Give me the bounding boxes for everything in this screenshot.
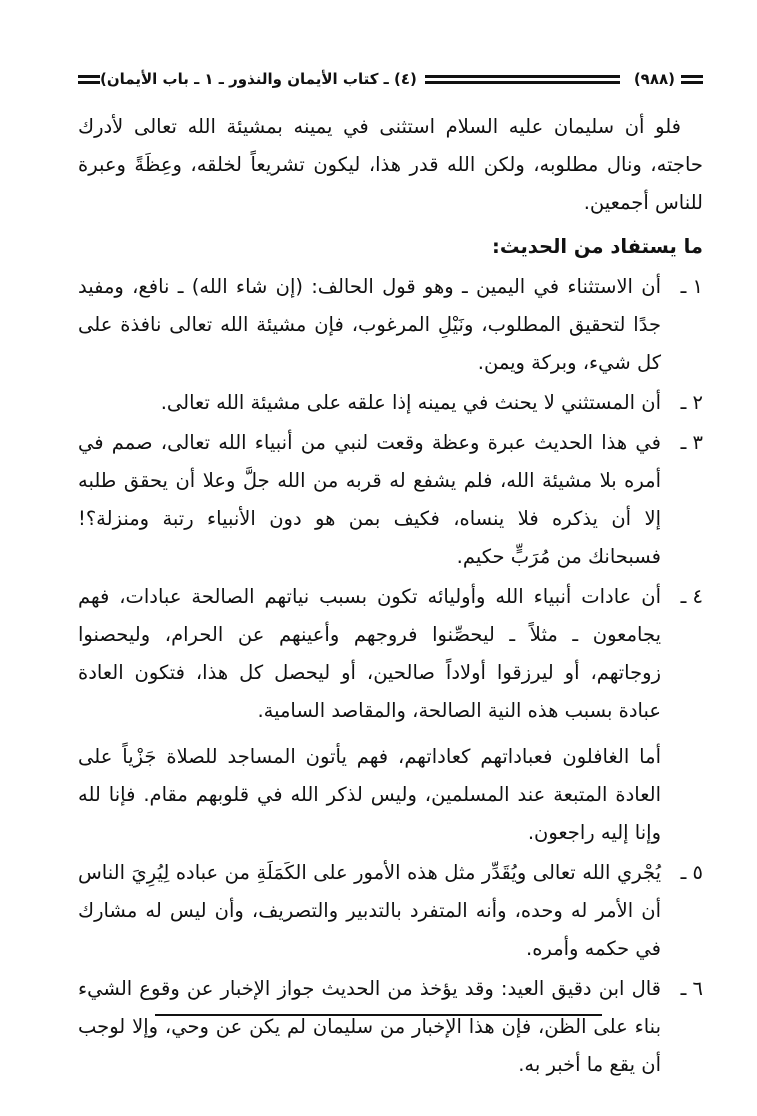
- header-ornament-right: [681, 75, 703, 84]
- list-item: [78, 970, 703, 1084]
- book-page: [78, 62, 703, 1084]
- item-text: يُجْري الله تعالى ويُقَدِّر مثل هذه الأمور على الكَمَلَةِ من عباده لِيُرِيَ الناس أن الأمر له وحده، وأنه المتفرد بالتدبير والتصريف، وأن ليس له مشارك في حكمه وأمره.: [78, 861, 661, 960]
- footer-rule: [155, 1014, 602, 1016]
- list-item: [78, 578, 703, 730]
- item-number: ٣ ـ: [680, 431, 703, 454]
- page-number: (٩٨٨): [633, 70, 675, 88]
- running-header: [78, 62, 703, 96]
- item-text: أن المستثني لا يحنث في يمينه إذا علقه على مشيئة الله تعالى.: [160, 391, 661, 414]
- item-number: ٥ ـ: [680, 861, 703, 884]
- item-text: قال ابن دقيق العيد: وقد يؤخذ من الحديث جواز الإخبار عن وقوع الشيء بناء على الظن، فإن هذا الإخبار من سليمان لم يكن عن وحي، وإلا لوجب أن يقع ما أخبر به.: [78, 977, 661, 1076]
- intro-paragraph: فلو أن سليمان عليه السلام استثنى في يمينه بمشيئة الله تعالى لأدرك حاجته، ونال مطلوبه، ولكن الله قدر هذا، ليكون تشريعاً لخلقه، وعِظَةً وعبرة للناس أجمعين.: [78, 115, 703, 214]
- item-text: أن عادات أنبياء الله وأوليائه تكون بسبب نياتهم الصالحة عبادات، فهم يجامعون ـ مثلاً ـ ليحصِّنوا فروجهم وأعينهم عن الحرام، وليحصنوا زوجاتهم، أو ليرزقوا أولاداً صالحين، أو ليحصل كل هذا، فتكون العادة عبادة بسبب هذه النية الصالحة، والمقاصد السامية.: [78, 585, 661, 722]
- benefits-heading: ما يستفاد من الحديث:: [492, 235, 703, 258]
- list-item: [78, 854, 703, 968]
- chapter-title: (٤) ـ كتاب الأيمان والنذور ـ ١ ـ باب الأيمان): [100, 70, 417, 88]
- list-item: [78, 424, 703, 576]
- list-item: [78, 268, 703, 382]
- item-number: ١ ـ: [680, 275, 703, 298]
- list-item: [78, 384, 703, 422]
- item-continuation: أما الغافلون فعباداتهم كعاداتهم، فهم يأتون المساجد للصلاة جَزْياً على العادة المتبعة عند المسلمين، وليس لذكر الله في قلوبهم مقام. فإنا لله وإنا إليه راجعون.: [78, 745, 661, 844]
- header-rule: [425, 75, 620, 84]
- header-ornament-left: [78, 75, 100, 84]
- item-text: أن الاستثناء في اليمين ـ وهو قول الحالف: (إن شاء الله) ـ نافع، ومفيد جدًا لتحقيق المطلوب، ونَيْلِ المرغوب، فإن مشيئة الله تعالى نافذة على كل شيء، وبركة ويمن.: [78, 275, 661, 374]
- item-number: ٦ ـ: [680, 977, 703, 1000]
- item-text: في هذا الحديث عبرة وعظة وقعت لنبي من أنبياء الله تعالى، صمم في أمره بلا مشيئة الله، فلم يشفع له قربه من الله جلَّ وعلا أن يحقق طلبه إلا أن يذكره فلا ينساه، فكيف بمن هو دون الأنبياء رتبة ومنزلة؟! فسبحانك من مُرَبٍّ حكيم.: [78, 431, 661, 568]
- item-number: ٤ ـ: [680, 585, 703, 608]
- item-number: ٢ ـ: [680, 391, 703, 414]
